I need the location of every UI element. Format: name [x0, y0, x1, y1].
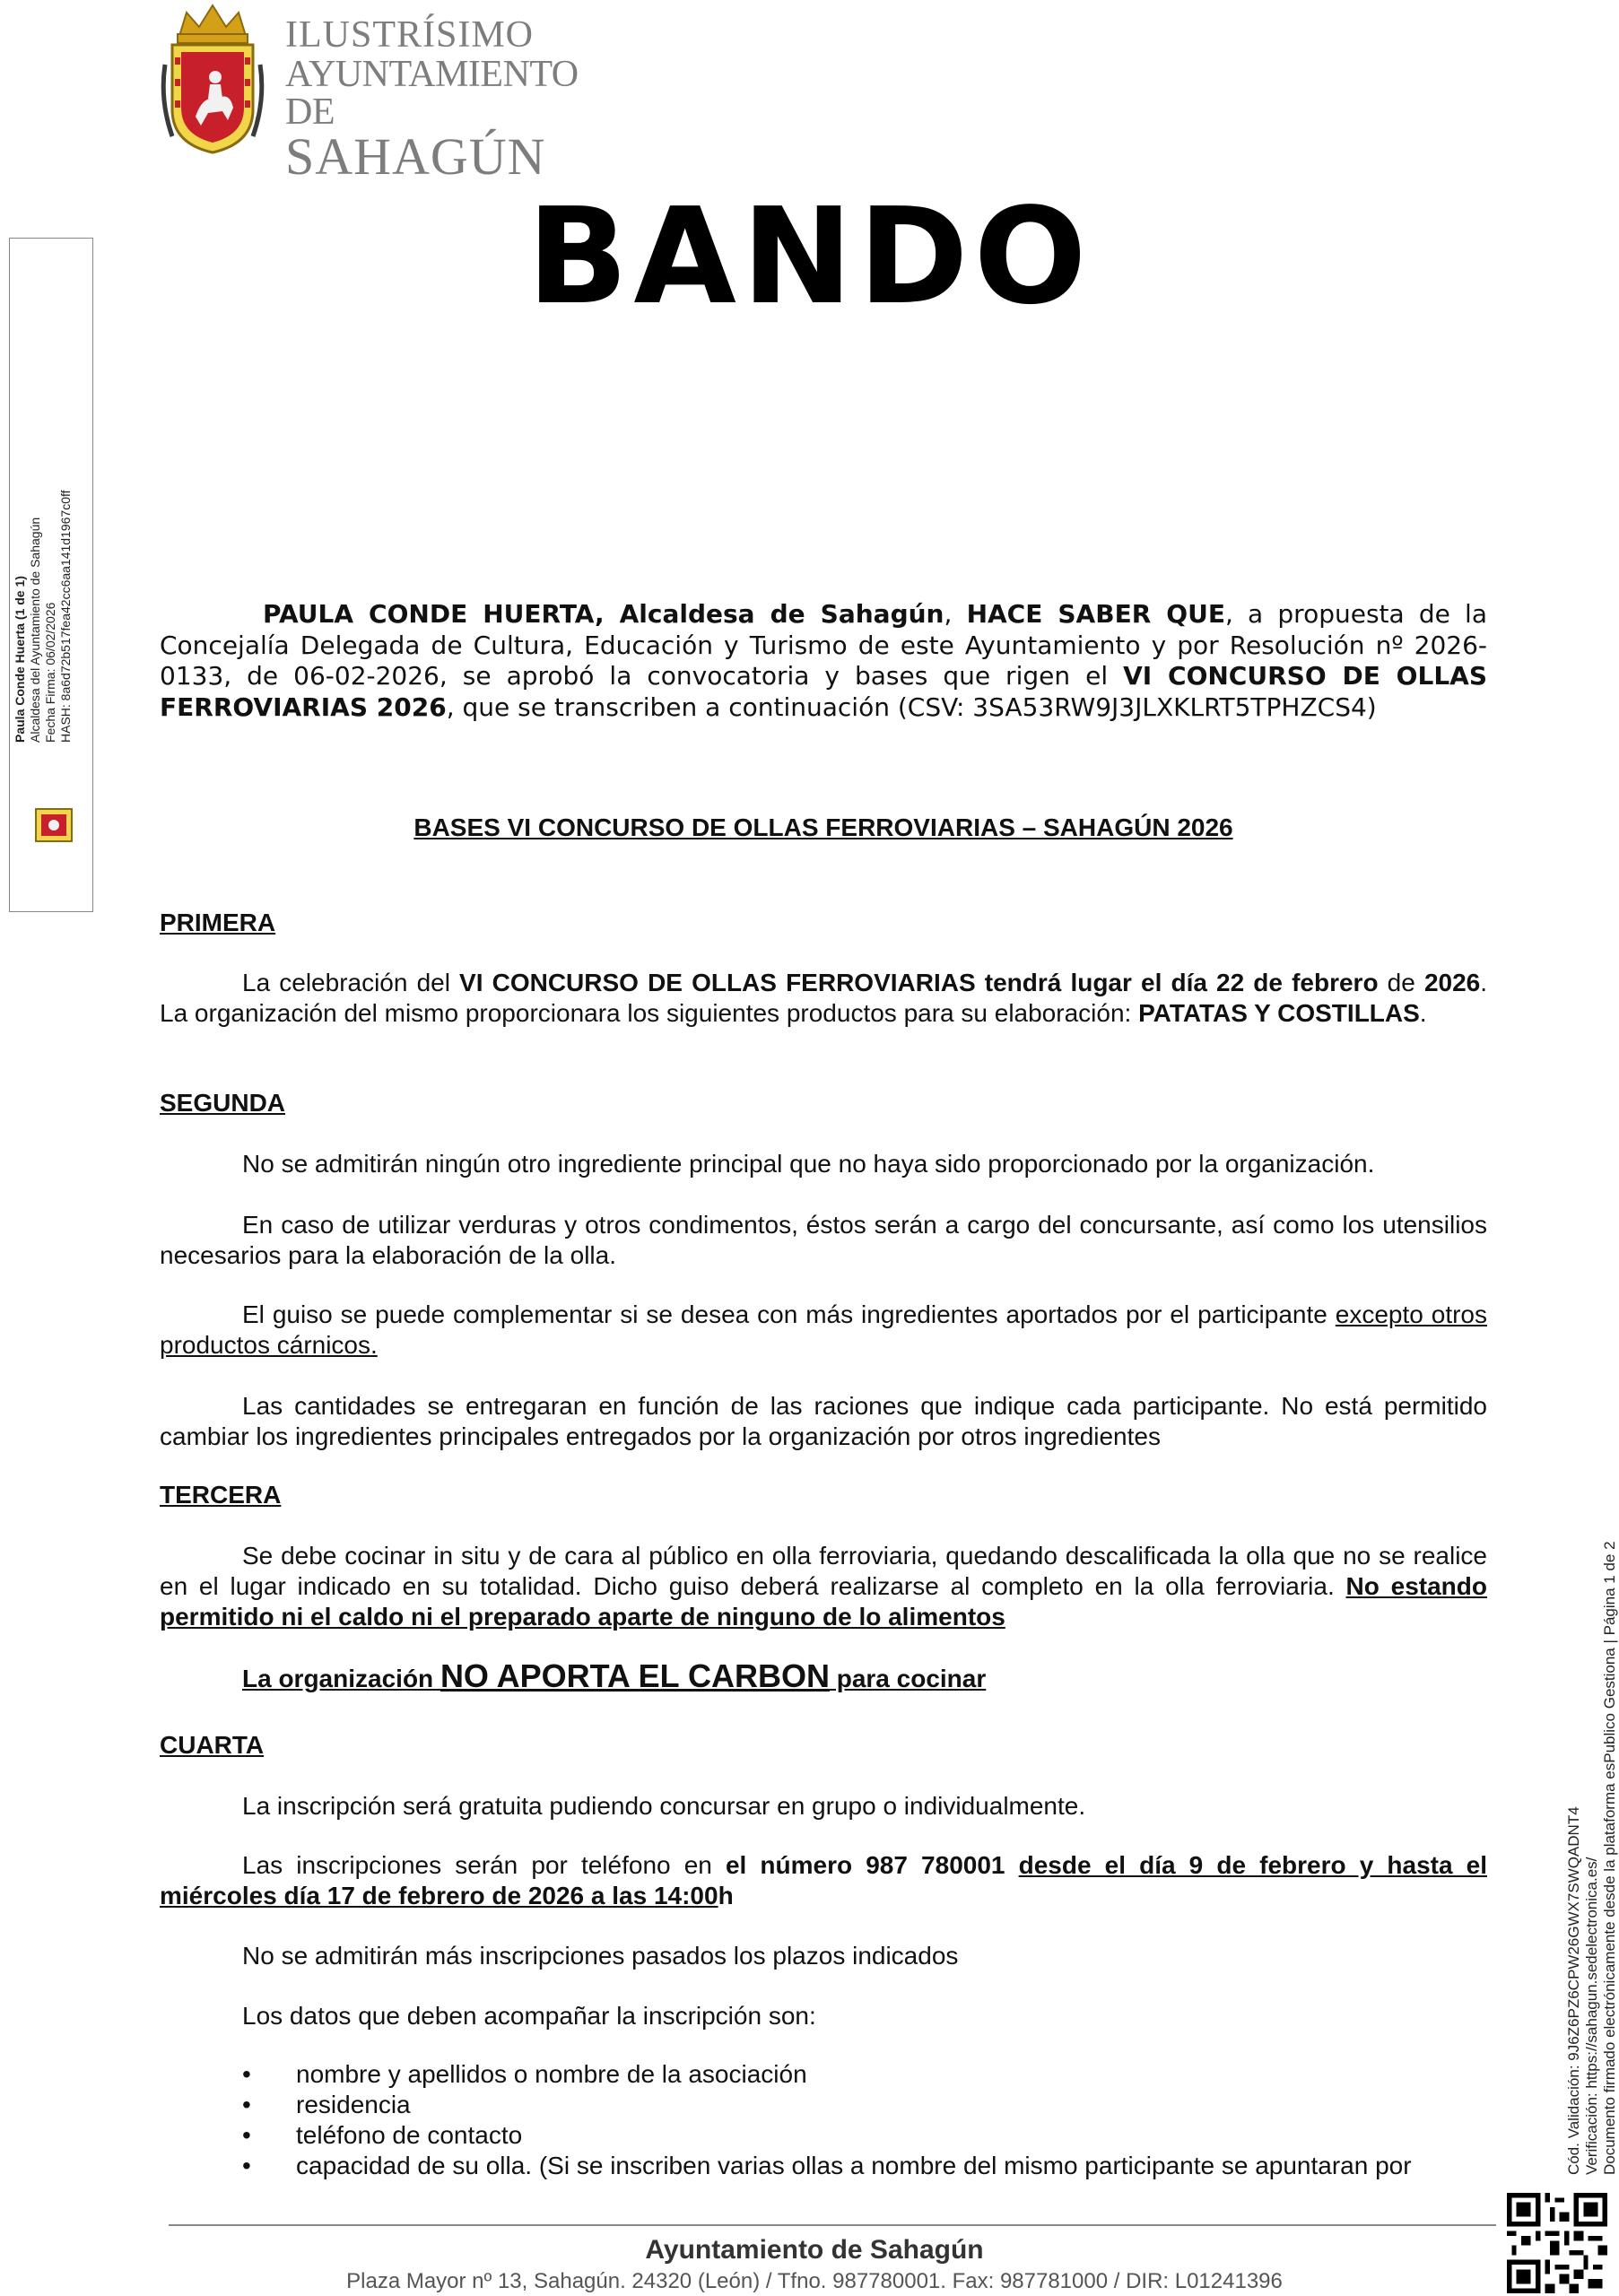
footer-divider [169, 2224, 1496, 2226]
list-item: • residencia [242, 2090, 1487, 2120]
list-item: • capacidad de su olla. (Si se inscriben varias ollas a nombre del mismo participante se apuntaran por [242, 2151, 1487, 2181]
signature-signer: Paula Conde Huerta (1 de 1) [13, 576, 27, 743]
segunda-text-3a: El guiso se puede complementar si se desea con más ingredientes aportados por el participante [242, 1300, 1336, 1328]
intro-text-3: , que se transcriben a continuación (CSV: 3SA53RW9J3JLXKLRT5TPHZCS4) [446, 691, 1377, 722]
footer-org-name: Ayuntamiento de Sahagún [645, 2235, 984, 2265]
cuarta-text-2e: h [718, 1882, 734, 1909]
intro-text-1: , [944, 599, 967, 629]
section-heading-tercera: TERCERA [160, 1481, 282, 1509]
validation-code: Cód. Validación: 9J6Z6PZ6CPW26GWX7SWQADNT4 [1565, 1806, 1582, 2175]
org-name [285, 14, 590, 186]
validation-note: Documento firmado electrónicamente desde la plataforma esPublico Gestiona | Página 1 de 2 [1601, 1541, 1618, 2175]
org-name-line2: AYUNTAMIENTO DE [285, 54, 579, 133]
segunda-paragraph-2: En caso de utilizar verduras y otros condimentos, éstos serán a cargo del concursante, así como los utensilios necesarios para la elaboración de la olla. [160, 1211, 1487, 1269]
tercera-bold-underlined: No estando permitido ni el caldo ni el preparado aparte de ninguno de lo alimentos [160, 1572, 1487, 1631]
validation-url[interactable]: Verificación: https://sahagun.sedelectronica.es/ [1583, 1857, 1600, 2175]
primera-bold-3: PATATAS Y COSTILLAS [1138, 999, 1420, 1027]
cuarta-text-2c [1005, 1851, 1018, 1879]
primera-text-2: de [1378, 969, 1424, 996]
signature-text [13, 276, 74, 743]
intro-name: PAULA CONDE HUERTA, Alcaldesa de Sahagún [263, 599, 944, 629]
primera-bold-2: 2026 [1423, 969, 1481, 996]
cuarta-paragraph-4: Los datos que deben acompañar la inscripción son: [242, 2002, 816, 2030]
tercera-no-carbon: NO APORTA EL CARBON [440, 1657, 830, 1694]
primera-text-1: La celebración del [242, 969, 460, 996]
validation-text [1565, 1422, 1619, 2175]
tercera-text-1a: Se debe cocinar in situ y de cara al público en olla ferroviaria, quedando descalificada la olla que no se realice en el lugar indicado en su totalidad. Dicho guiso deberá realizarse al completo en la olla ferroviaria. [160, 1542, 1487, 1600]
primera-paragraph [160, 968, 1487, 1029]
org-name-line1: ILUSTRÍSIMO [285, 14, 535, 56]
section-heading-primera: PRIMERA [160, 909, 276, 936]
segunda-paragraph-1: No se admitirán ningún otro ingrediente principal que no haya sido proporcionado por la organización. [242, 1150, 1375, 1178]
coat-of-arms-icon [160, 2, 265, 156]
signature-crest-icon [32, 805, 75, 845]
cuarta-paragraph-2 [160, 1850, 1487, 1911]
tercera-text-2a: La organización [242, 1665, 440, 1692]
primera-text-4: . [1419, 999, 1427, 1027]
cuarta-text-2a: Las inscripciones serán por teléfono en [242, 1851, 726, 1879]
primera-bold-1: VI CONCURSO DE OLLAS FERROVIARIAS tendrá lugar el día 22 de febrero [459, 969, 1379, 996]
page-title: BANDO [527, 179, 1092, 334]
footer-address: Plaza Mayor nº 13, Sahagún. 24320 (León) / Tfno. 987780001. Fax: 987781000 / DIR: L01241396 [346, 2269, 1283, 2293]
signature-date: Fecha Firma: 06/02/2026 [43, 602, 57, 743]
section-heading-segunda: SEGUNDA [160, 1089, 286, 1117]
signature-role: Alcaldesa del Ayuntamiento de Sahagún [28, 517, 42, 743]
intro-concurso: VI CONCURSO DE OLLAS FERROVIARIAS 2026 [160, 661, 1487, 722]
intro-paragraph [160, 599, 1487, 723]
segunda-paragraph-3 [160, 1300, 1487, 1361]
signature-hash: HASH: 8a6d72b517fea42cc6aa141d1967c0ff [58, 490, 73, 743]
intro-hace-saber: HACE SABER QUE [966, 599, 1225, 629]
cuarta-paragraph-1: La inscripción será gratuita pudiendo concursar en grupo o individualmente. [242, 1792, 1086, 1820]
org-name-line3: SAHAGÚN [285, 127, 546, 186]
inscription-data-list [242, 2059, 1487, 2181]
intro-text-2: , a propuesta de la Concejalía Delegada de Cultura, Educación y Turismo de este Ayuntamiento y por Resolución nº 2026-0133, de 06-02-2026, se aprobó la convocatoria y bases que rigen el [160, 599, 1487, 691]
cuarta-paragraph-3: No se admitirán más inscripciones pasados los plazos indicados [242, 1942, 959, 1970]
segunda-underlined: excepto otros productos cárnicos. [160, 1300, 1487, 1359]
bases-title: BASES VI CONCURSO DE OLLAS FERROVIARIAS – SAHAGÚN 2026 [413, 813, 1233, 841]
section-heading-cuarta: CUARTA [160, 1731, 265, 1759]
cuarta-dates: desde el día 9 de febrero y hasta el miércoles día 17 de febrero de 2026 a las 14:00 [160, 1851, 1488, 1909]
tercera-text-2c: para cocinar [829, 1665, 987, 1692]
primera-text-3: . La organización del mismo proporcionara los siguientes productos para su elaboración: [160, 969, 1488, 1027]
qr-code-icon[interactable] [1507, 2193, 1607, 2293]
tercera-paragraph-2 [160, 1657, 1487, 1694]
list-item: • nombre y apellidos o nombre de la asociación [242, 2059, 1487, 2090]
cuarta-phone: el número 987 780001 [725, 1851, 1005, 1879]
segunda-paragraph-4: Las cantidades se entregaran en función de las raciones que indique cada participante. No está permitido cambiar los ingredientes principales entregados por la organización por otros ingredientes [160, 1392, 1487, 1450]
list-item: • teléfono de contacto [242, 2120, 1487, 2151]
tercera-paragraph-1 [160, 1541, 1487, 1632]
